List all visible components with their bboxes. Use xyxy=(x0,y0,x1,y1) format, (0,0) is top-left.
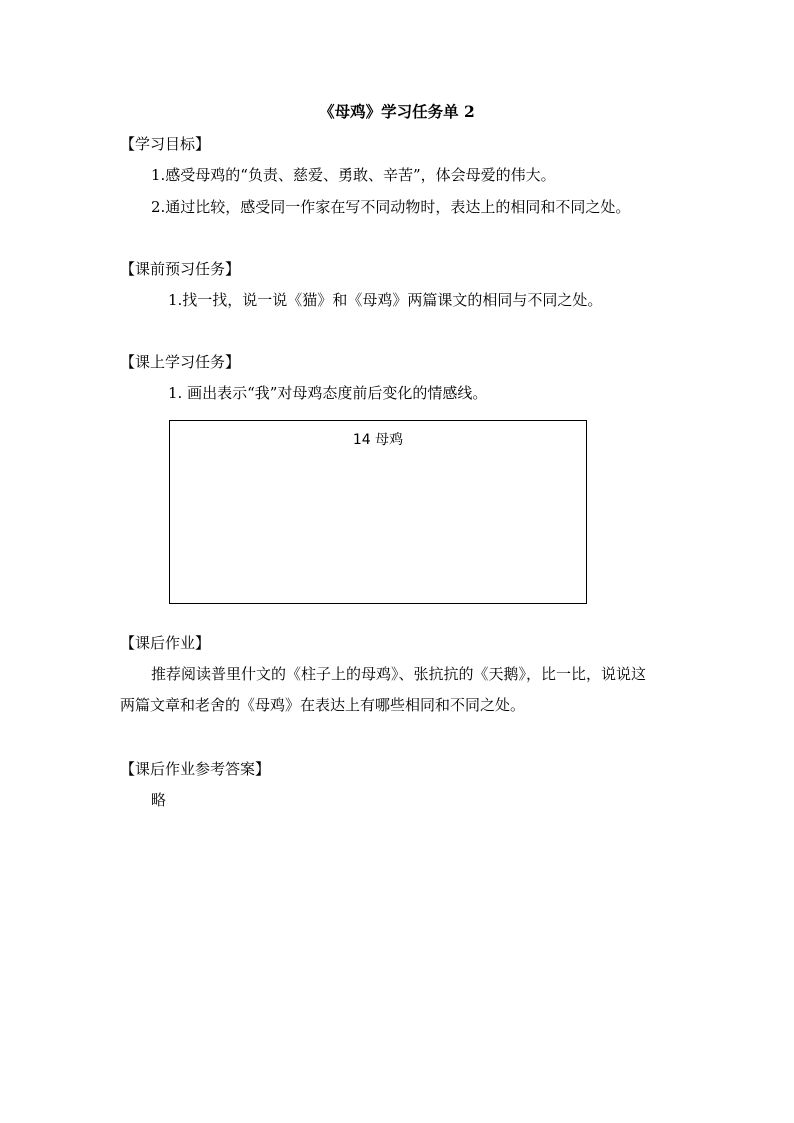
homework-line-2: 两篇文章和老舍的《母鸡》在表达上有哪些相同和不同之处。 xyxy=(120,696,526,714)
inclass-heading: 【课上学习任务】 xyxy=(120,353,241,371)
emotion-line-box[interactable] xyxy=(169,420,587,604)
answer-text: 略 xyxy=(151,791,167,809)
goal-item-1: 1.感受母鸡的“负责、慈爱、勇敢、辛苦”，体会母爱的伟大。 xyxy=(151,166,556,184)
goals-heading: 【学习目标】 xyxy=(120,135,211,153)
inclass-item-1: 1. 画出表示“我”对母鸡态度前后变化的情感线。 xyxy=(168,384,488,402)
answer-heading: 【课后作业参考答案】 xyxy=(120,760,271,778)
homework-line-1: 推荐阅读普里什文的《柱子上的母鸡》、张抗抗的《天鹅》，比一比，说说这 xyxy=(151,665,647,683)
preview-heading: 【课前预习任务】 xyxy=(120,260,241,278)
homework-heading: 【课后作业】 xyxy=(120,634,211,652)
goal-item-2: 2.通过比较，感受同一作家在写不同动物时，表达上的相同和不同之处。 xyxy=(151,198,631,216)
preview-item-1: 1.找一找，说一说《猫》和《母鸡》两篇课文的相同与不同之处。 xyxy=(168,291,603,309)
box-title: 14 母鸡 xyxy=(352,432,404,448)
page-title: 《母鸡》学习任务单 2 xyxy=(319,102,475,121)
